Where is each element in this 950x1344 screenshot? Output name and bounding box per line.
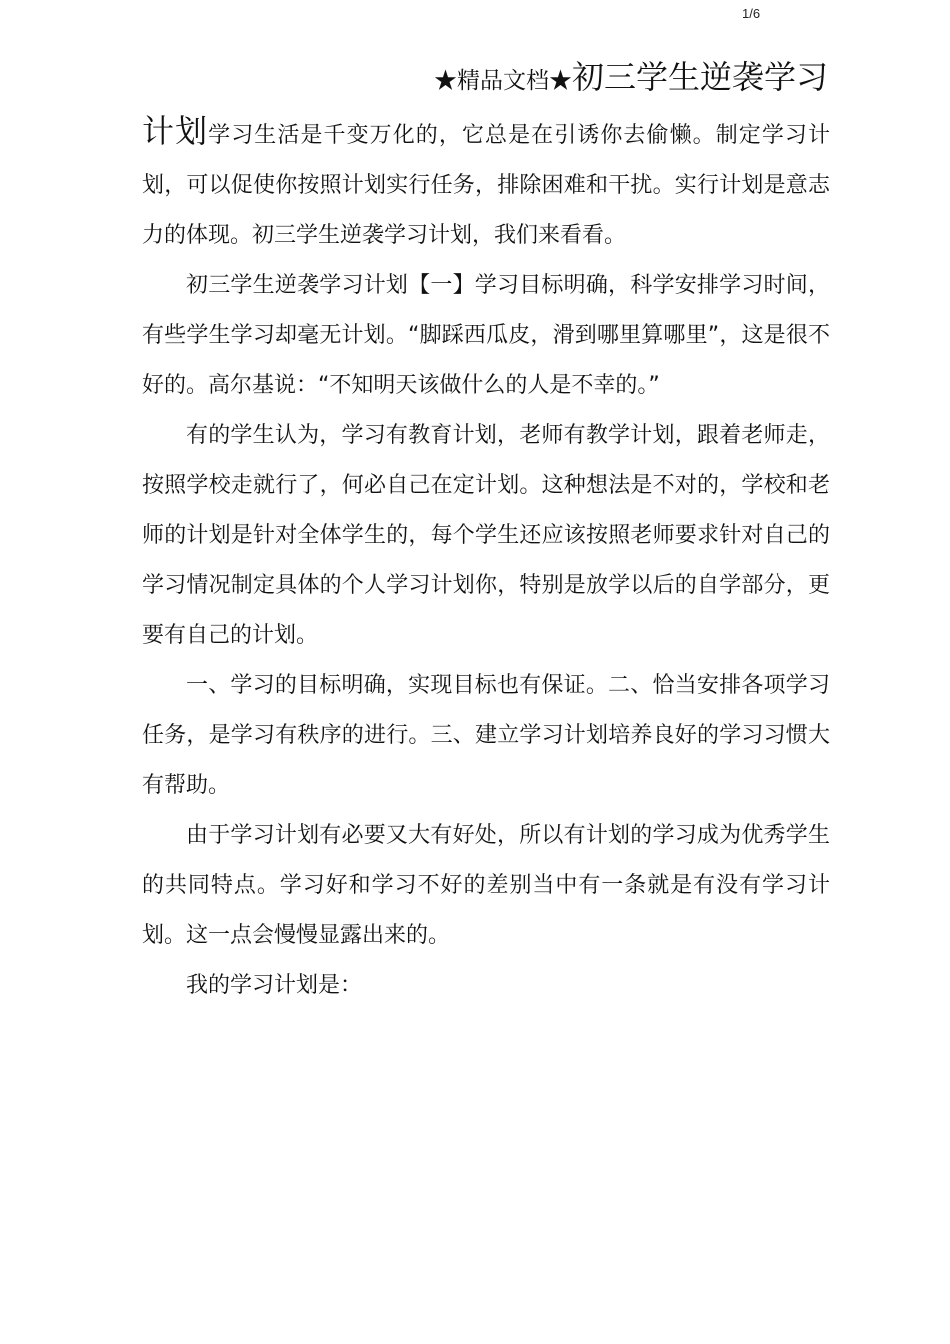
intro-paragraph	[142, 106, 830, 261]
paragraph-2: 有的学生认为，学习有教育计划，老师有教学计划，跟着老师走，按照学校走就行了，何必自己在定计划。这种想法是不对的，学校和老师的计划是针对全体学生的，每个学生还应该按照老师要求针对自己的学习情况制定具体的个人学习计划你，特别是放学以后的自学部分，更要有自己的计划。	[142, 423, 830, 648]
title-continuation: 计划	[142, 112, 209, 150]
page-number: 1/6	[742, 6, 761, 21]
paragraph-1: 初三学生逆袭学习计划【一】学习目标明确，科学安排学习时间，有些学生学习却毫无计划。“脚踩西瓜皮，滑到哪里算哪里”，这是很不好的。高尔基说：“不知明天该做什么的人是不幸的。”	[142, 273, 830, 398]
document-body	[142, 106, 830, 1011]
paragraph-3: 一、学习的目标明确，实现目标也有保证。二、恰当安排各项学习任务，是学习有秩序的进行。三、建立学习计划培养良好的学习习惯大有帮助。	[142, 673, 830, 798]
paragraph-5: 我的学习计划是：	[186, 973, 363, 998]
title-prefix: ★精品文档★	[433, 68, 572, 94]
intro-text: 学习生活是千变万化的，它总是在引诱你去偷懒。制定学习计划，可以促使你按照计划实行任务，排除困难和干扰。实行计划是意志力的体现。初三学生逆袭学习计划，我们来看看。	[142, 123, 830, 248]
title-main: 初三学生逆袭学习	[571, 58, 828, 96]
paragraph-4: 由于学习计划有必要又大有好处，所以有计划的学习成为优秀学生的共同特点。学习好和学习不好的差别当中有一条就是有没有学习计划。这一点会慢慢显露出来的。	[142, 823, 830, 948]
document-title	[434, 52, 828, 98]
